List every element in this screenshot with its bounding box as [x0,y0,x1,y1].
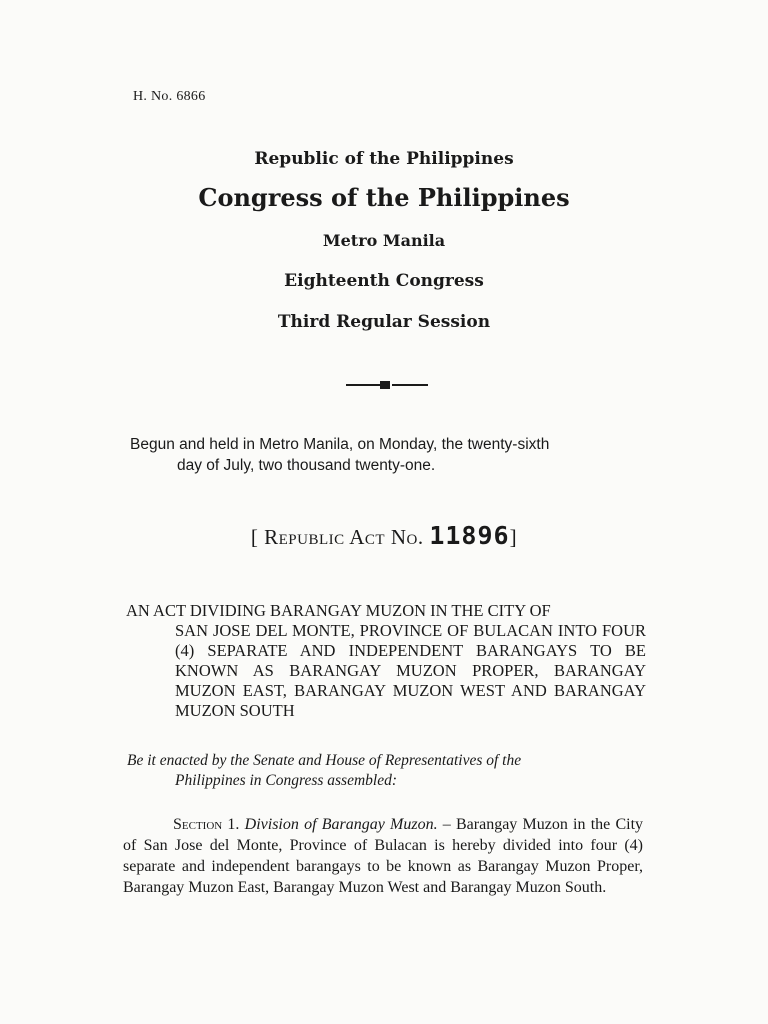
begun-line-1: Begun and held in Metro Manila, on Monday, the twenty-sixth [130,436,550,453]
republic-act-heading [0,521,768,550]
ra-number-stamp: 11896 [429,521,510,550]
ra-close-bracket: ] [509,525,518,549]
header-republic: Republic of the Philippines [254,149,514,169]
ra-label: Republic Act No. [264,525,424,549]
header-congress-number: Eighteenth Congress [284,271,484,291]
act-title [126,601,646,721]
enacting-clause-rest: Philippines in Congress assembled: [175,772,398,789]
bill-number: H. No. 6866 [133,89,206,104]
section-1-label: Section 1. [173,816,240,833]
ra-open-bracket: [ [250,525,259,549]
header-congress: Congress of the Philippines [198,183,570,212]
act-title-rest: SAN JOSE DEL MONTE, PROVINCE OF BULACAN INTO FOUR (4) SEPARATE AND INDEPENDENT BARANGAYS TO BE KNOWN AS BARANGAY MUZON PROPER, BARANGAY MUZON EAST, BARANGAY MUZON WEST AND BARANGAY MUZON SOUTH [175,621,646,720]
begun-line-2: day of July, two thousand twenty-one. [177,457,436,474]
section-1-heading: Division of Barangay Muzon. [244,816,438,833]
enacting-clause-first: Be it enacted by the Senate and House of Representatives of the [127,752,522,769]
section-1 [123,814,643,898]
act-title-first-line: AN ACT DIVIDING BARANGAY MUZON IN THE CITY OF [126,601,551,620]
section-1-text: – Barangay Muzon in the City of San Jose del Monte, Province of Bulacan is hereby divided into four (4) separate and independent barangays to be known as Barangay Muzon Proper, Barangay Muzon East, Barangay Muzon West and Barangay Muzon South. [123,816,644,896]
header-location: Metro Manila [322,231,446,250]
enacting-clause [127,751,647,791]
begun-statement [130,434,660,476]
ornamental-divider [346,381,428,389]
header-session: Third Regular Session [277,312,491,332]
